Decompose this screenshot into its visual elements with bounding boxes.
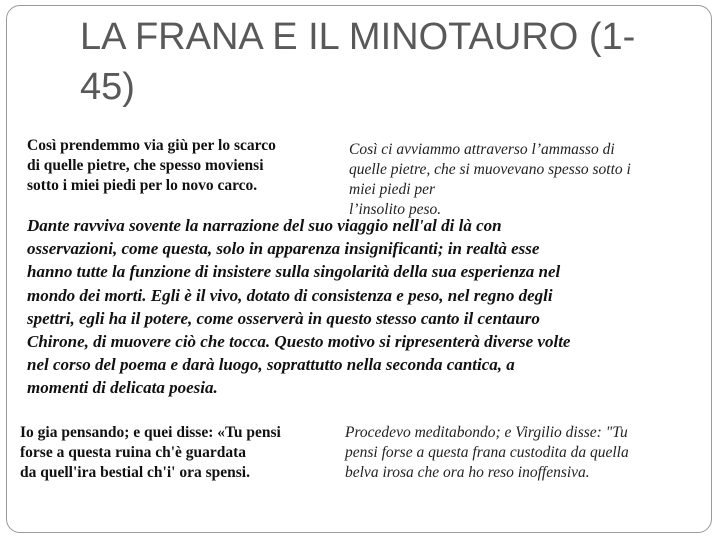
translation-line: quelle pietre, che si muovevano spesso sotto i: [349, 161, 631, 178]
verse-translation-2: [345, 423, 690, 483]
verse-original-2: [20, 423, 330, 483]
verse-line: sotto i miei piedi per lo novo carco.: [27, 177, 258, 194]
verse-line: Io gia pensando; e quei disse: «Tu pensi: [20, 424, 281, 441]
commentary-line: nel corso del poema e darà luogo, soprattutto nella seconda cantica, a: [27, 355, 515, 375]
translation-line: Procedevo meditabondo; e Virgilio disse: "Tu: [345, 424, 628, 441]
commentary-paragraph: [27, 214, 692, 400]
translation-line: l’insolito peso.: [349, 201, 442, 218]
translation-line: belva irosa che ora ho reso inoffensiva.: [345, 464, 590, 481]
commentary-line: Chirone, di muovere ciò che tocca. Questo motivo si ripresenterà diverse volte: [27, 332, 571, 352]
commentary-line: momenti di delicata poesia.: [27, 378, 218, 398]
slide-title: LA FRANA E IL MINOTAURO (1-45): [80, 16, 636, 108]
verse-line: di quelle pietre, che spesso moviensi: [27, 157, 264, 174]
verse-line: Così prendemmo via giù per lo scarco: [27, 137, 276, 154]
commentary-line: spettri, egli ha il potere, come osserverà in questo stesso canto il centauro: [27, 308, 540, 328]
translation-line: pensi forse a questa frana custodita da quella: [345, 444, 629, 461]
translation-line: miei piedi per: [349, 181, 436, 198]
verse-line: forse a questa ruina ch'è guardata: [20, 444, 247, 461]
commentary-line: osservazioni, come questa, solo in apparenza insignificanti; in realtà esse: [27, 239, 540, 259]
verse-original-1: [27, 136, 327, 196]
translation-line: Così ci avviammo attraverso l’ammasso di: [349, 141, 615, 158]
commentary-line: mondo dei morti. Egli è il vivo, dotato di consistenza e peso, nel regno degli: [27, 285, 553, 305]
commentary-line: hanno tutte la funzione di insistere sulla singolarità della sua esperienza nel: [27, 262, 561, 282]
verse-line: da quell'ira bestial ch'i' ora spensi.: [20, 464, 250, 481]
verse-translation-1: [349, 140, 689, 220]
commentary-line: Dante ravviva sovente la narrazione del suo viaggio nell'al di là con: [27, 216, 502, 235]
